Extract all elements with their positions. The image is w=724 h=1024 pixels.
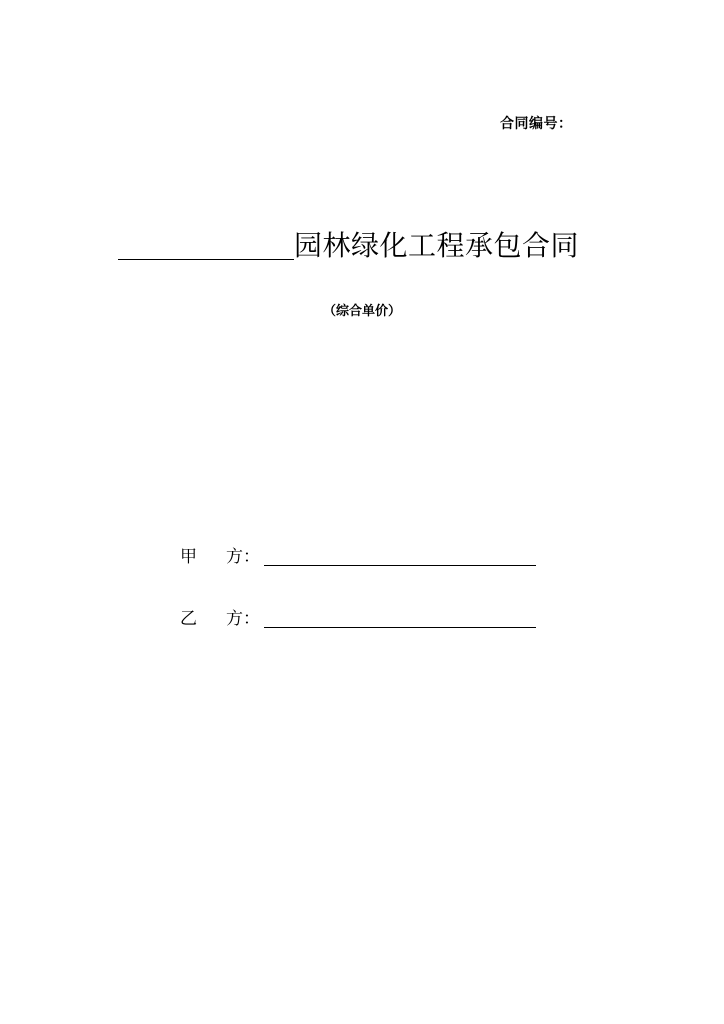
title-blank-line: [118, 258, 294, 260]
party-a-row: [180, 544, 536, 568]
party-a-label: [180, 546, 260, 568]
document-subtitle: （综合单价）: [322, 304, 401, 319]
title-row: [118, 226, 579, 266]
party-b-suffix: 方：: [226, 609, 260, 629]
party-b-row: [180, 606, 536, 630]
party-b-label: [180, 608, 260, 630]
party-a-blank-line: [264, 564, 536, 566]
contract-number-label: 合同编号：: [500, 116, 573, 132]
party-b-char: 乙: [180, 609, 197, 629]
party-b-blank-line: [264, 626, 536, 628]
party-a-suffix: 方：: [226, 547, 260, 567]
party-a-char: 甲: [180, 547, 197, 567]
document-title: 园林绿化工程承包合同: [294, 229, 580, 262]
